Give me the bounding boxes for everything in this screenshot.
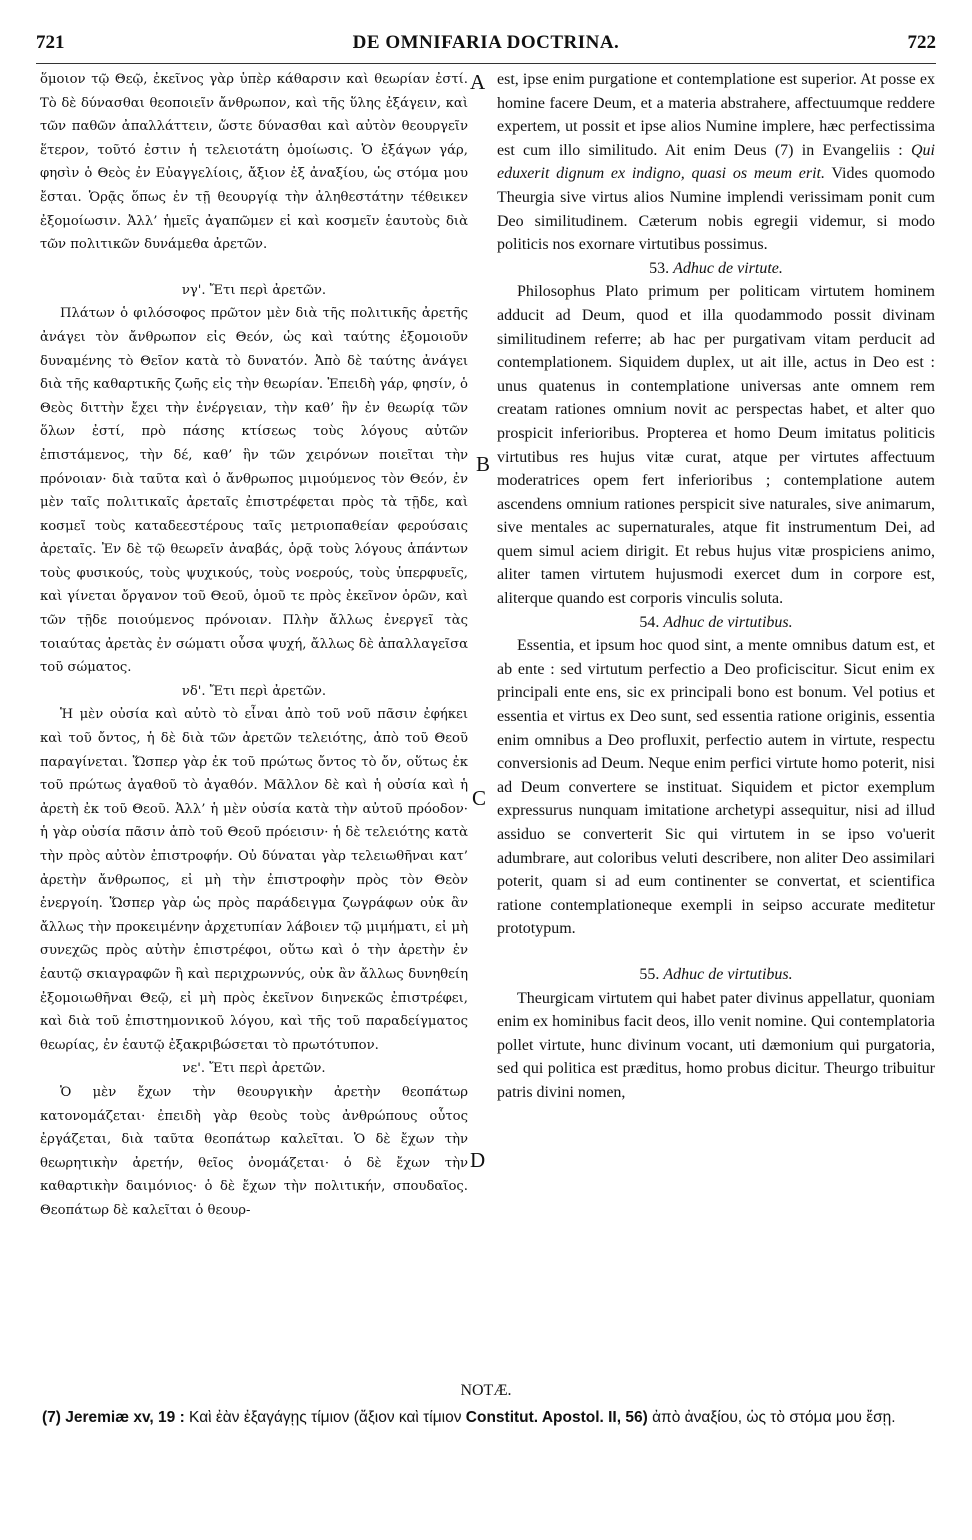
section-number: 54.: [639, 613, 660, 631]
running-header: [36, 32, 936, 58]
latin-section-heading: [497, 611, 935, 635]
section-number: 53.: [649, 259, 670, 277]
margin-letter-a: A: [470, 70, 486, 94]
section-number: 55.: [639, 965, 660, 983]
latin-paragraph: [497, 68, 935, 257]
greek-section-heading: νγ'. Ἔτι περὶ ἀρετῶν.: [181, 282, 327, 298]
margin-letter-d: D: [470, 1148, 486, 1172]
running-title: DE OMNIFARIA DOCTRINA.: [352, 32, 620, 53]
latin-text: est, ipse enim purgatione et contemplatione est superior. At posse ex homine facere Deum, et a materia abstrahere, affectuumque reddere expertem, ut possit et ipse alios Numine implere, hæc perfectissima est cum illo similitudo. Ait enim Deus (7) in Evangeliis :: [497, 71, 935, 159]
latin-paragraph: Theurgicam virtutem qui habet pater divinus appellatur, quoniam enim ex hominibus facit deos, illo venit nomine. Qui contemplatoria pollet virtute, hunc divinum vocant, uti dæmonium qui purgatoria, sed qui politica est præditus, homo probus dicitur. Theurgo tribuitur patris divini nomen,: [497, 989, 935, 1101]
greek-paragraph: ὅμοιον τῷ Θεῷ, ἐκεῖνος γὰρ ὑπὲρ κάθαρσιν καὶ θεωρίαν ἐστί. Τὸ δὲ δύνασθαι θεοποιεῖν ἄνθρωπον, καὶ τῆς ὕλης ἐξάγειν, καὶ τῶν παθῶν ἀπαλλάττειν, ὥστε δύνασθαι καὶ αὐτὸν θεουργεῖν ἕτερον, τοῦτό ἐστιν ἡ τελειοτάτη ὁμοίωσις. Ὁ ἐξάγων γάρ, φησὶν ὁ Θεὸς ἐν Εὐαγγελίοις, ἄξιον ἐξ ἀναξίου, ὡς στόμα μου ἔσται. Ὁρᾷς ὅπως ἐν τῇ θεουργίᾳ τὴν ἀληθεστάτην τέθεικεν ἐξομοίωσιν. Ἀλλ’ ἡμεῖς ἀγαπῶμεν εἰ καὶ κοσμεῖν ἑαυτοὺς διὰ τῶν πολιτικῶν δυνάμεθα ἀρετῶν.: [40, 72, 468, 253]
footnote: [42, 1407, 932, 1429]
page-number-right: 722: [907, 32, 936, 53]
greek-paragraph: Πλάτων ὁ φιλόσοφος πρῶτον μὲν διὰ τῆς πολιτικῆς ἀρετῆς ἀνάγει τὸν ἄνθρωπον εἰς Θεόν, ὡς καὶ ταύτης ἐξομοιοῦν δυναμένης τὸ Θεῖον κατὰ τὸ δυνατόν. Ἀπὸ δὲ ταύτης ἀνάγει διὰ τῆς καθαρτικῆς ζωῆς εἰς τὴν θεωρίαν. Ἐπειδὴ γάρ, φησίν, ὁ Θεὸς διττὴν ἔχει τὴν ἐνέργειαν, τὴν καθ’ ἣν ἐν θεωρίᾳ τῶν ὅλων ἐστί, πρὸ πάσης κτίσεως τοὺς λόγους αὐτῶν ἐπιστάμενος, τὴν δέ, καθ’ ἣν τῶν χειρόνων ποιεῖται τὴν πρόνοιαν· διὰ ταῦτα καὶ ὁ ἄνθρωπος μιμούμενος τὸν Θεόν, ἐν μὲν ταῖς πολιτικαῖς ἀρεταῖς ἐπιστρέφεται πρὸς τὰ τῇδε, καὶ κοσμεῖ τοὺς καταδεεστέρους ταῖς μετριοπαθείαν φερούσαις ἀρεταῖς. Ἐν δὲ τῷ θεωρεῖν ἀναβάς, ὁρᾷ τοὺς λόγους ἁπάντων τοὺς φυσικούς, τοὺς ψυχικούς, τοὺς νοερούς, τοὺς ὑπερφυεῖς, καὶ γίνεται ὄργανον τοῦ Θεοῦ, ὁμοῦ τε πρὸς ἐκεῖνον ὁρῶν, καὶ τῶν τῇδε ποιούμενος πρόνοιαν. Πλὴν ἄλλως ἐνεργεῖ τὰς τοιαύτας ἀρετὰς ἐν σώματι οὖσα ψυχή, ἄλλως δὲ ἀπαλλαγεῖσα τοῦ σώματος.: [40, 306, 468, 676]
page-number-left: 721: [36, 32, 65, 53]
notes-heading: NOTÆ.: [460, 1382, 512, 1399]
latin-column: [497, 68, 935, 1105]
greek-section-heading: νε'. Ἔτι περὶ ἀρετῶν.: [182, 1061, 326, 1077]
header-rule: [36, 63, 936, 64]
greek-paragraph: Ὁ μὲν ἔχων τὴν θεουργικὴν ἀρετὴν θεοπάτωρ κατονομάζεται· ἐπειδὴ γὰρ θεοὺς τοὺς ἀνθρώπους οὗτος ἐργάζεται, διὰ ταῦτα θεοπάτωρ καλεῖται. Ὁ δὲ ἔχων τὴν θεωρητικὴν ἀρετήν, θεῖος ὀνομάζεται· ὁ δὲ ἔχων τὴν καθαρτικὴν δαιμόνιος· ὁ δὲ ἔχων τὴν πολιτικήν, σπουδαῖος. Θεοπάτωρ δὲ καλεῖται ὁ θεουρ-: [40, 1084, 468, 1218]
footnote-greek: Καὶ ἐὰν ἐξαγάγῃς τίμιον (ἄξιον καὶ τίμιον: [184, 1409, 466, 1426]
greek-section-heading: νδ'. Ἔτι περὶ ἀρετῶν.: [181, 683, 327, 699]
scripture-quote: Qui eduxerit dignum ex indigno, quasi os meum erit.: [497, 141, 935, 183]
margin-letter-c: C: [472, 786, 487, 810]
section-title: Adhuc de virtutibus.: [663, 965, 793, 983]
latin-paragraph: Essentia, et ipsum hoc quod sint, a mente omnibus datum est, et ab ente : sed virtutum perfectio a Deo proficiscitur. Sicut enim ex principali ente ens, sic ex principali bono est bonum. Vel potius et essentia et virtus ex Deo sunt, sed essentia ratione originis, essentia enim omnibus a Deo profluxit, perfectio autem in virtute, respectu conversionis ad Deum. Neque enim perfici virtute homo poterit, nisi ad Deum convertere se instituat. Siquidem et pictor exemplum expressurus nunquam imitatione archetypi assequitur, nisi ad illud assiduo se converterit Sic qui virtutem in se ipso vo'uerit adumbrare, aut coloribus veluti describere, non aliter Deo assimilari poterit, quam si ad eum continenter se convertat, et scientifica ratione contemplationeque exempli in seipso accurate meditetur prototypum.: [497, 637, 935, 938]
section-title: Adhuc de virtute.: [673, 259, 783, 277]
greek-paragraph: Ἡ μὲν οὐσία καὶ αὐτὸ τὸ εἶναι ἀπὸ τοῦ νοῦ πᾶσιν ἐφήκει καὶ τοῦ ὄντος, ἡ δὲ διὰ τῶν ἀρετῶν τελειότης, ἀπὸ τοῦ Θεοῦ παραγίνεται. Ὥσπερ γὰρ ἐκ τοῦ πρώτως ὄντος τὸ ὄν, οὕτως ἐκ τοῦ πρώτως ἀγαθοῦ τὸ ἀγαθόν. Μᾶλλον δὲ καὶ ἡ οὐσία καὶ ἡ ἀρετὴ ἐκ τοῦ Θεοῦ. Ἀλλ’ ἡ μὲν οὐσία κατὰ τὴν αὐτοῦ πρόοδον· ἡ γὰρ οὐσία πᾶσιν ἀπὸ τοῦ Θεοῦ πρόεισιν· ἡ δὲ τελειότης κατὰ τὴν πρὸς αὐτὸν ἐπιστροφήν. Οὐ δύναται γὰρ τελειωθῆναι κατ’ ἀρετὴν ἄνθρωπος, εἰ μὴ τὴν ἐπιστροφὴν πρὸς τὸν Θεὸν ἐνεργοίη. Ὥσπερ γὰρ ὡς πρὸς παράδειγμα ζωγράφων οὐκ ἂν ἄλλως τὴν προκειμένην ἀρχετυπίαν λάβοιεν τῷ μιμήματι, εἰ μὴ συνεχῶς πρὸς αὐτὴν ἐπιστρέφοι, οὕτω καὶ ὁ τὴν ἀρετὴν ἐν ἑαυτῷ σκιαγραφῶν ἢ καὶ περιχρωννύς, οὐκ ἂν ἄλλως δυνηθείη ἐξομοιωθῆναι Θεῷ, εἰ μὴ πρὸς ἐκεῖνον διηνεκῶς ἐπιστρέφει, καὶ διὰ τοῦ ἐπιστημονικοῦ λόγου, καὶ τῆς τοῦ παραδείγματος θεωρίας, ἐν ἑαυτῷ ἐξακριβώσεται τὸ πρωτότυπον.: [40, 707, 468, 1053]
greek-column: [40, 68, 468, 1223]
footnote-citation: Constitut. Apostol. II, 56): [465, 1409, 648, 1426]
latin-section-heading: [497, 257, 935, 281]
section-title: Adhuc de virtutibus.: [663, 613, 793, 631]
latin-text: Vides quomodo Theurgia sive virtus alios Numine implendi verissimam ponit cum Deo similitudinem. Cæterum nobis egregii videmur, si modo politicis nos exornare virtutibus possimus.: [497, 165, 935, 254]
latin-section-heading: [497, 963, 935, 987]
footnote-reference: (7) Jeremiæ xv, 19 :: [42, 1409, 185, 1426]
footnote-greek: ἀπὸ ἀναξίου, ὡς τὸ στόμα μου ἔσῃ.: [647, 1409, 896, 1426]
margin-letter-b: B: [476, 452, 491, 476]
latin-paragraph: Philosophus Plato primum per politicam virtutem hominem adducit ad Deum, quod et illa quodammodo possit divinam similitudinem referre; ab hac per purgativam vitam perducit ad contemplationem. Siquidem duplex, ut ait ille, actus in Deo est : unus quatenus in contemplatione universas ante omnem rem creatam rationes omnium novit ac perspectas habet, et alter quo prospicit inferioribus. Propterea et homo Deum imitatus politicis virtutibus res hujus vitæ curat, atque per virtutes affectuum moderatrices opem fert inferioribus ; contemplatione autem ascendens omnium rationes perspicit sive naturales, sive animarum, sive mentales ac supernaturales, atque fit instrumentum Dei, ad quem simul aciem dirigit. Et rebus hujus vitæ prospiciens animo, aliter tamen virtutem hujusmodi exercet dum in corpore est, aliterque quando est corporis vinculis soluta.: [497, 283, 935, 608]
